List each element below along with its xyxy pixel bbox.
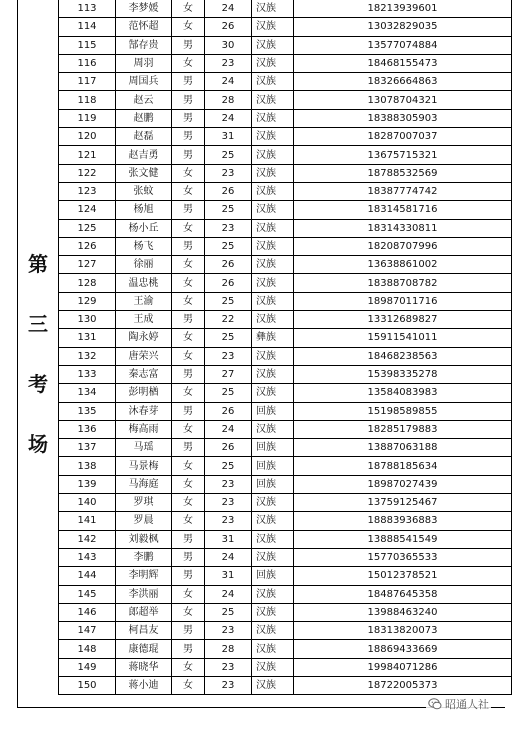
- table-row: [59, 530, 512, 548]
- gender-cell: 女: [172, 457, 205, 475]
- serial-number-cell: 114: [59, 18, 116, 36]
- ethnicity-cell: 汉族: [252, 292, 294, 310]
- name-cell: 蒋晓华: [116, 658, 172, 676]
- table-row: [59, 237, 512, 255]
- ethnicity-cell: 汉族: [252, 91, 294, 109]
- table-row: [59, 494, 512, 512]
- table-row: [59, 164, 512, 182]
- phone-cell: 18722005373: [294, 676, 512, 694]
- age-cell: 23: [205, 219, 252, 237]
- gender-cell: 男: [172, 73, 205, 91]
- ethnicity-cell: 汉族: [252, 201, 294, 219]
- serial-number-cell: 144: [59, 567, 116, 585]
- ethnicity-cell: 汉族: [252, 512, 294, 530]
- age-cell: 23: [205, 494, 252, 512]
- table-row: [59, 585, 512, 603]
- serial-number-cell: 141: [59, 512, 116, 530]
- table-row: [59, 201, 512, 219]
- gender-cell: 男: [172, 146, 205, 164]
- gender-cell: 女: [172, 292, 205, 310]
- table-row: [59, 548, 512, 566]
- name-cell: 范怀超: [116, 18, 172, 36]
- gender-cell: 女: [172, 182, 205, 200]
- serial-number-cell: 147: [59, 622, 116, 640]
- gender-cell: 男: [172, 640, 205, 658]
- ethnicity-cell: 汉族: [252, 54, 294, 72]
- serial-number-cell: 116: [59, 54, 116, 72]
- venue-char: 考: [28, 372, 48, 396]
- age-cell: 23: [205, 622, 252, 640]
- phone-cell: 18313820073: [294, 622, 512, 640]
- phone-cell: 18487645358: [294, 585, 512, 603]
- ethnicity-cell: 回族: [252, 457, 294, 475]
- phone-cell: 18314330811: [294, 219, 512, 237]
- ethnicity-cell: 汉族: [252, 494, 294, 512]
- table-row: [59, 640, 512, 658]
- phone-cell: 18314581716: [294, 201, 512, 219]
- gender-cell: 女: [172, 475, 205, 493]
- serial-number-cell: 137: [59, 439, 116, 457]
- gender-cell: 男: [172, 402, 205, 420]
- gender-cell: 女: [172, 512, 205, 530]
- ethnicity-cell: 汉族: [252, 548, 294, 566]
- gender-cell: 男: [172, 311, 205, 329]
- age-cell: 23: [205, 164, 252, 182]
- table-row: [59, 0, 512, 18]
- serial-number-cell: 115: [59, 36, 116, 54]
- age-cell: 23: [205, 676, 252, 694]
- ethnicity-cell: 汉族: [252, 274, 294, 292]
- phone-cell: 18788532569: [294, 164, 512, 182]
- table-row: [59, 73, 512, 91]
- age-cell: 23: [205, 658, 252, 676]
- name-cell: 沐春芽: [116, 402, 172, 420]
- gender-cell: 女: [172, 347, 205, 365]
- table-row: [59, 365, 512, 383]
- phone-cell: 18326664863: [294, 73, 512, 91]
- ethnicity-cell: 汉族: [252, 384, 294, 402]
- gender-cell: 女: [172, 658, 205, 676]
- serial-number-cell: 143: [59, 548, 116, 566]
- ethnicity-cell: 汉族: [252, 530, 294, 548]
- ethnicity-cell: 彝族: [252, 329, 294, 347]
- phone-cell: 13032829035: [294, 18, 512, 36]
- venue-char: 第: [28, 252, 48, 276]
- phone-cell: 13888541549: [294, 530, 512, 548]
- phone-cell: 13312689827: [294, 311, 512, 329]
- serial-number-cell: 127: [59, 256, 116, 274]
- table-row: [59, 676, 512, 694]
- name-cell: 郎超举: [116, 603, 172, 621]
- gender-cell: 女: [172, 420, 205, 438]
- table-row: [59, 457, 512, 475]
- name-cell: 柯昌友: [116, 622, 172, 640]
- serial-number-cell: 126: [59, 237, 116, 255]
- name-cell: 赵鹏: [116, 109, 172, 127]
- gender-cell: 女: [172, 329, 205, 347]
- gender-cell: 女: [172, 384, 205, 402]
- name-cell: 张蚊: [116, 182, 172, 200]
- phone-cell: 18213939601: [294, 0, 512, 18]
- gender-cell: 男: [172, 567, 205, 585]
- ethnicity-cell: 汉族: [252, 420, 294, 438]
- table-row: [59, 567, 512, 585]
- serial-number-cell: 130: [59, 311, 116, 329]
- name-cell: 徐丽: [116, 256, 172, 274]
- table-row: [59, 274, 512, 292]
- table-row: [59, 182, 512, 200]
- age-cell: 26: [205, 274, 252, 292]
- serial-number-cell: 140: [59, 494, 116, 512]
- ethnicity-cell: 汉族: [252, 622, 294, 640]
- age-cell: 26: [205, 256, 252, 274]
- serial-number-cell: 125: [59, 219, 116, 237]
- serial-number-cell: 131: [59, 329, 116, 347]
- serial-number-cell: 148: [59, 640, 116, 658]
- gender-cell: 女: [172, 494, 205, 512]
- name-cell: 赵吉勇: [116, 146, 172, 164]
- table-row: [59, 91, 512, 109]
- name-cell: 温忠桃: [116, 274, 172, 292]
- age-cell: 23: [205, 475, 252, 493]
- age-cell: 31: [205, 530, 252, 548]
- name-cell: 王成: [116, 311, 172, 329]
- ethnicity-cell: 汉族: [252, 658, 294, 676]
- ethnicity-cell: 汉族: [252, 73, 294, 91]
- watermark-text: 昭通人社: [445, 698, 489, 711]
- table-row: [59, 402, 512, 420]
- gender-cell: 女: [172, 274, 205, 292]
- ethnicity-cell: 汉族: [252, 311, 294, 329]
- serial-number-cell: 145: [59, 585, 116, 603]
- ethnicity-cell: 汉族: [252, 0, 294, 18]
- ethnicity-cell: 汉族: [252, 256, 294, 274]
- gender-cell: 男: [172, 36, 205, 54]
- name-cell: 周羽: [116, 54, 172, 72]
- serial-number-cell: 134: [59, 384, 116, 402]
- ethnicity-cell: 汉族: [252, 640, 294, 658]
- age-cell: 23: [205, 512, 252, 530]
- serial-number-cell: 119: [59, 109, 116, 127]
- venue-char: 三: [28, 312, 48, 336]
- name-cell: 罗晨: [116, 512, 172, 530]
- name-cell: 张文健: [116, 164, 172, 182]
- name-cell: 罗琪: [116, 494, 172, 512]
- name-cell: 蒋小迪: [116, 676, 172, 694]
- table-row: [59, 256, 512, 274]
- name-cell: 秦志富: [116, 365, 172, 383]
- name-cell: 王渝: [116, 292, 172, 310]
- name-cell: 马瑶: [116, 439, 172, 457]
- serial-number-cell: 122: [59, 164, 116, 182]
- venue-label: [21, 0, 55, 708]
- table-row: [59, 347, 512, 365]
- serial-number-cell: 123: [59, 182, 116, 200]
- gender-cell: 男: [172, 365, 205, 383]
- name-cell: 刘毅枫: [116, 530, 172, 548]
- gender-cell: 女: [172, 219, 205, 237]
- sheet-left-border: [17, 0, 18, 708]
- gender-cell: 女: [172, 603, 205, 621]
- gender-cell: 男: [172, 91, 205, 109]
- name-cell: 杨小丘: [116, 219, 172, 237]
- phone-cell: 13759125467: [294, 494, 512, 512]
- name-cell: 郜存贵: [116, 36, 172, 54]
- table-row: [59, 512, 512, 530]
- phone-cell: 13887063188: [294, 439, 512, 457]
- age-cell: 26: [205, 439, 252, 457]
- watermark: [426, 696, 491, 712]
- table-row: [59, 36, 512, 54]
- ethnicity-cell: 汉族: [252, 146, 294, 164]
- phone-cell: 15770365533: [294, 548, 512, 566]
- table-row: [59, 18, 512, 36]
- ethnicity-cell: 汉族: [252, 365, 294, 383]
- age-cell: 24: [205, 0, 252, 18]
- gender-cell: 女: [172, 585, 205, 603]
- table-row: [59, 384, 512, 402]
- name-cell: 李鹏: [116, 548, 172, 566]
- age-cell: 25: [205, 457, 252, 475]
- roster-sheet: [17, 0, 505, 708]
- age-cell: 24: [205, 585, 252, 603]
- serial-number-cell: 132: [59, 347, 116, 365]
- name-cell: 唐荣兴: [116, 347, 172, 365]
- age-cell: 30: [205, 36, 252, 54]
- ethnicity-cell: 回族: [252, 567, 294, 585]
- table-row: [59, 475, 512, 493]
- phone-cell: 19984071286: [294, 658, 512, 676]
- phone-cell: 18387774742: [294, 182, 512, 200]
- name-cell: 赵云: [116, 91, 172, 109]
- serial-number-cell: 129: [59, 292, 116, 310]
- gender-cell: 女: [172, 676, 205, 694]
- name-cell: 梅高雨: [116, 420, 172, 438]
- age-cell: 26: [205, 402, 252, 420]
- gender-cell: 女: [172, 164, 205, 182]
- phone-cell: 18285179883: [294, 420, 512, 438]
- gender-cell: 女: [172, 54, 205, 72]
- name-cell: 杨旭: [116, 201, 172, 219]
- phone-cell: 13584083983: [294, 384, 512, 402]
- serial-number-cell: 146: [59, 603, 116, 621]
- ethnicity-cell: 汉族: [252, 182, 294, 200]
- age-cell: 25: [205, 329, 252, 347]
- table-row: [59, 329, 512, 347]
- phone-cell: 15398335278: [294, 365, 512, 383]
- phone-cell: 18987011716: [294, 292, 512, 310]
- serial-number-cell: 149: [59, 658, 116, 676]
- age-cell: 27: [205, 365, 252, 383]
- phone-cell: 18208707996: [294, 237, 512, 255]
- gender-cell: 女: [172, 18, 205, 36]
- name-cell: 陶永婷: [116, 329, 172, 347]
- candidate-table: [58, 0, 512, 695]
- phone-cell: 18788185634: [294, 457, 512, 475]
- ethnicity-cell: 汉族: [252, 603, 294, 621]
- age-cell: 26: [205, 18, 252, 36]
- serial-number-cell: 117: [59, 73, 116, 91]
- phone-cell: 18468155473: [294, 54, 512, 72]
- serial-number-cell: 124: [59, 201, 116, 219]
- serial-number-cell: 121: [59, 146, 116, 164]
- phone-cell: 18883936883: [294, 512, 512, 530]
- age-cell: 25: [205, 603, 252, 621]
- venue-char: 场: [28, 432, 48, 456]
- ethnicity-cell: 回族: [252, 439, 294, 457]
- table-row: [59, 219, 512, 237]
- table-row: [59, 603, 512, 621]
- age-cell: 31: [205, 567, 252, 585]
- ethnicity-cell: 汉族: [252, 18, 294, 36]
- gender-cell: 男: [172, 237, 205, 255]
- phone-cell: 15911541011: [294, 329, 512, 347]
- gender-cell: 男: [172, 109, 205, 127]
- phone-cell: 18468238563: [294, 347, 512, 365]
- phone-cell: 15012378521: [294, 567, 512, 585]
- phone-cell: 18987027439: [294, 475, 512, 493]
- age-cell: 22: [205, 311, 252, 329]
- table-row: [59, 128, 512, 146]
- age-cell: 24: [205, 420, 252, 438]
- age-cell: 26: [205, 182, 252, 200]
- name-cell: 马景梅: [116, 457, 172, 475]
- age-cell: 24: [205, 548, 252, 566]
- table-row: [59, 439, 512, 457]
- phone-cell: 18869433669: [294, 640, 512, 658]
- age-cell: 25: [205, 292, 252, 310]
- table-row: [59, 54, 512, 72]
- phone-cell: 13638861002: [294, 256, 512, 274]
- gender-cell: 男: [172, 622, 205, 640]
- age-cell: 28: [205, 91, 252, 109]
- ethnicity-cell: 汉族: [252, 219, 294, 237]
- serial-number-cell: 120: [59, 128, 116, 146]
- gender-cell: 女: [172, 0, 205, 18]
- name-cell: 赵磊: [116, 128, 172, 146]
- name-cell: 李明辉: [116, 567, 172, 585]
- gender-cell: 女: [172, 256, 205, 274]
- gender-cell: 男: [172, 439, 205, 457]
- serial-number-cell: 118: [59, 91, 116, 109]
- name-cell: 康德琨: [116, 640, 172, 658]
- age-cell: 25: [205, 201, 252, 219]
- serial-number-cell: 138: [59, 457, 116, 475]
- phone-cell: 13675715321: [294, 146, 512, 164]
- table-row: [59, 658, 512, 676]
- age-cell: 24: [205, 109, 252, 127]
- serial-number-cell: 135: [59, 402, 116, 420]
- gender-cell: 男: [172, 548, 205, 566]
- ethnicity-cell: 汉族: [252, 36, 294, 54]
- serial-number-cell: 142: [59, 530, 116, 548]
- ethnicity-cell: 回族: [252, 475, 294, 493]
- name-cell: 周国兵: [116, 73, 172, 91]
- ethnicity-cell: 汉族: [252, 347, 294, 365]
- name-cell: 彭明楢: [116, 384, 172, 402]
- serial-number-cell: 150: [59, 676, 116, 694]
- age-cell: 23: [205, 347, 252, 365]
- ethnicity-cell: 汉族: [252, 676, 294, 694]
- gender-cell: 男: [172, 201, 205, 219]
- phone-cell: 18287007037: [294, 128, 512, 146]
- table-row: [59, 420, 512, 438]
- gender-cell: 男: [172, 530, 205, 548]
- serial-number-cell: 136: [59, 420, 116, 438]
- age-cell: 25: [205, 237, 252, 255]
- ethnicity-cell: 汉族: [252, 585, 294, 603]
- table-row: [59, 146, 512, 164]
- age-cell: 25: [205, 146, 252, 164]
- serial-number-cell: 128: [59, 274, 116, 292]
- name-cell: 马海庭: [116, 475, 172, 493]
- ethnicity-cell: 汉族: [252, 109, 294, 127]
- serial-number-cell: 133: [59, 365, 116, 383]
- gender-cell: 男: [172, 128, 205, 146]
- name-cell: 杨飞: [116, 237, 172, 255]
- wechat-bubble-icon: [428, 697, 442, 711]
- ethnicity-cell: 汉族: [252, 128, 294, 146]
- phone-cell: 13577074884: [294, 36, 512, 54]
- table-row: [59, 622, 512, 640]
- name-cell: 李梦媛: [116, 0, 172, 18]
- phone-cell: 15198589855: [294, 402, 512, 420]
- age-cell: 28: [205, 640, 252, 658]
- age-cell: 25: [205, 384, 252, 402]
- age-cell: 24: [205, 73, 252, 91]
- phone-cell: 18388305903: [294, 109, 512, 127]
- age-cell: 23: [205, 54, 252, 72]
- table-row: [59, 311, 512, 329]
- serial-number-cell: 139: [59, 475, 116, 493]
- ethnicity-cell: 汉族: [252, 164, 294, 182]
- table-row: [59, 109, 512, 127]
- ethnicity-cell: 回族: [252, 402, 294, 420]
- phone-cell: 13078704321: [294, 91, 512, 109]
- table-row: [59, 292, 512, 310]
- phone-cell: 18388708782: [294, 274, 512, 292]
- age-cell: 31: [205, 128, 252, 146]
- name-cell: 李洪丽: [116, 585, 172, 603]
- ethnicity-cell: 汉族: [252, 237, 294, 255]
- phone-cell: 13988463240: [294, 603, 512, 621]
- serial-number-cell: 113: [59, 0, 116, 18]
